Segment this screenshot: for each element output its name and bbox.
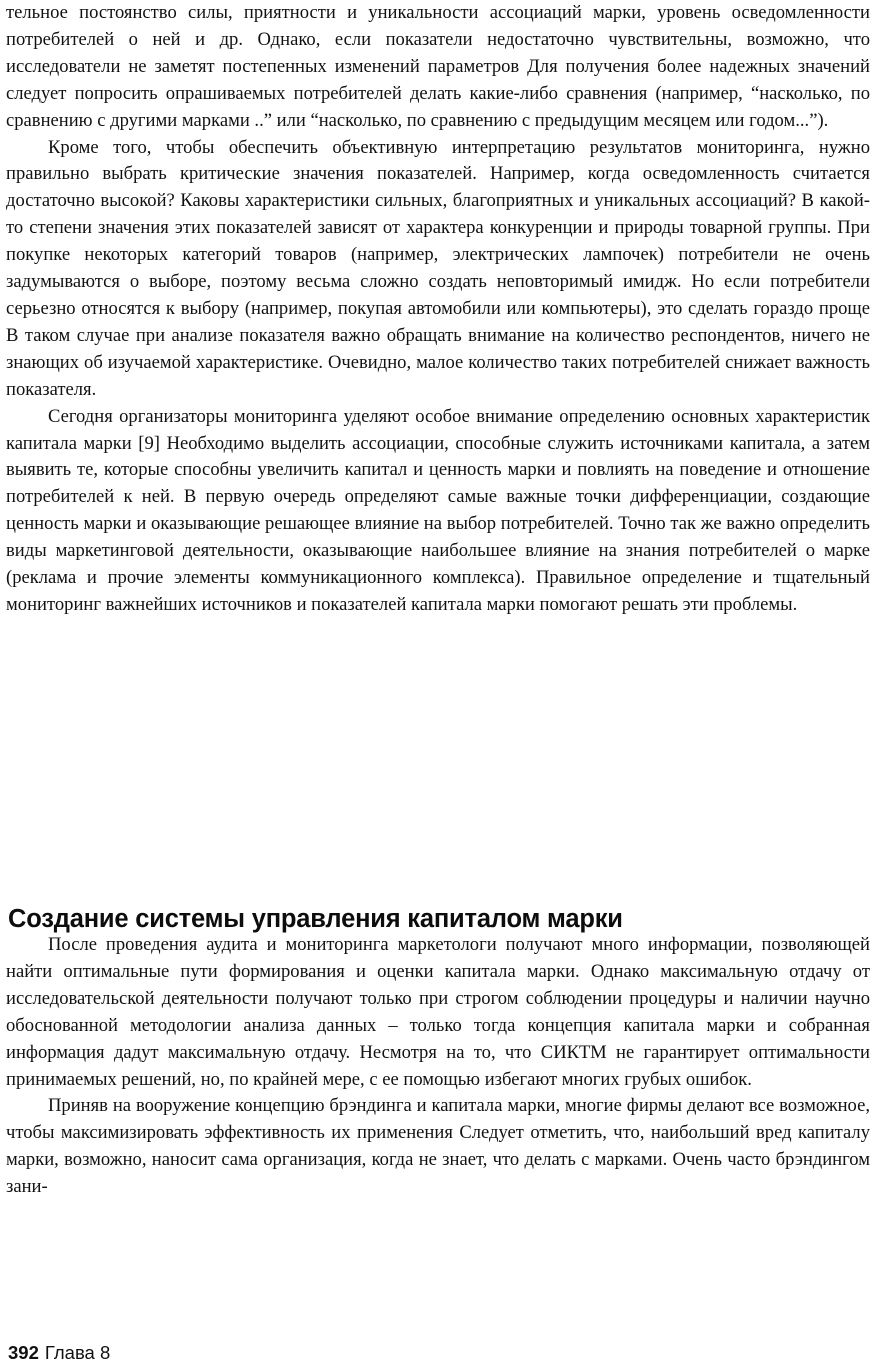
paragraph: После проведения аудита и мониторинга маркетологи получают много информации, позволяющей найти оптимальные пути формирования и оценки капитала марки. Однако максимальную отдачу от исследовательской деятельности получают только при строгом соблюдении процедуры и наличии научно обоснованной методологии анализа данных – только тогда концепция капитала марки и собранная информация дадут максимальную отдачу. Несмотря на то, что СИКТМ не гарантирует оптимальности принимаемых решений, но, по крайней мере, с ее помощью избегают многих грубых ошибок. (6, 934, 870, 1090)
paragraph-continuation: тельное постоянство силы, приятности и уникальности ассоциаций марки, уровень осведомленности потребителей о ней и др. Однако, если показатели недостаточно чувствительны, возможно, что исследователи не заметят постепенных изменений параметров Для получения более надежных значений следует попросить опрашиваемых потребителей делать какие-либо сравнения (например, “насколько, по сравнению с другими марками ..” или “насколько, по сравнению с предыдущим месяцем или годом...”). (6, 2, 870, 131)
paragraph: Сегодня организаторы мониторинга уделяют особое внимание определению основных характеристик капитала марки [9] Необходимо выделить ассоциации, способные служить источниками капитала, а затем выявить те, которые способны увеличить капитал и ценность марки и повлиять на поведение и отношение потребителей к ней. В первую очередь определяют самые важные точки дифференциации, создающие ценность марки и оказывающие решающее влияние на выбор потребителей. Точно так же важно определить виды маркетинговой деятельности, оказывающие наибольшее влияние на знания потребителей о марке (реклама и прочие элементы коммуникационного комплекса). Правильное определение и тщательный мониторинг важнейших источников и показателей капитала марки помогают решать эти проблемы. (6, 405, 870, 615)
chapter-label: Глава 8 (44, 1342, 111, 1363)
page-number: 392 (8, 1342, 39, 1363)
paragraph: Приняв на вооружение концепцию брэндинга и капитала марки, многие фирмы делают все возможное, чтобы максимизировать эффективность их применения Следует отметить, что, наибольший вред капиталу марки, возможно, наносит сама организация, когда не знает, что делать с марками. Очень часто брэндингом зани- (6, 1095, 870, 1198)
body-text-top (6, 0, 870, 619)
paragraph: Кроме того, чтобы обеспечить объективную интерпретацию результатов мониторинга, нужно правильно выбрать критические значения показателей. Например, когда осведомленность считается достаточно высокой? Каковы характеристики сильных, благоприятных и уникальных ассоциаций? В какой-то степени значения этих показателей зависят от характера конкуренции и природы товарной группы. При покупке некоторых категорий товаров (например, электрических лампочек) потребители не очень задумываются о выборе, поэтому весьма сложно создать неповторимый имидж. Но если потребители серьезно относятся к выбору (например, покупая автомобили или компьютеры), это сделать гораздо проще В таком случае при анализе показателя важно обращать внимание на количество респондентов, ничего не знающих об изучаемой характеристике. Очевидно, малое количество таких потребителей снижает важность показателя. (6, 136, 870, 400)
page-footer (8, 1342, 110, 1364)
section-heading: Создание системы управления капиталом марки (8, 905, 623, 934)
body-text-bottom (6, 932, 870, 1201)
